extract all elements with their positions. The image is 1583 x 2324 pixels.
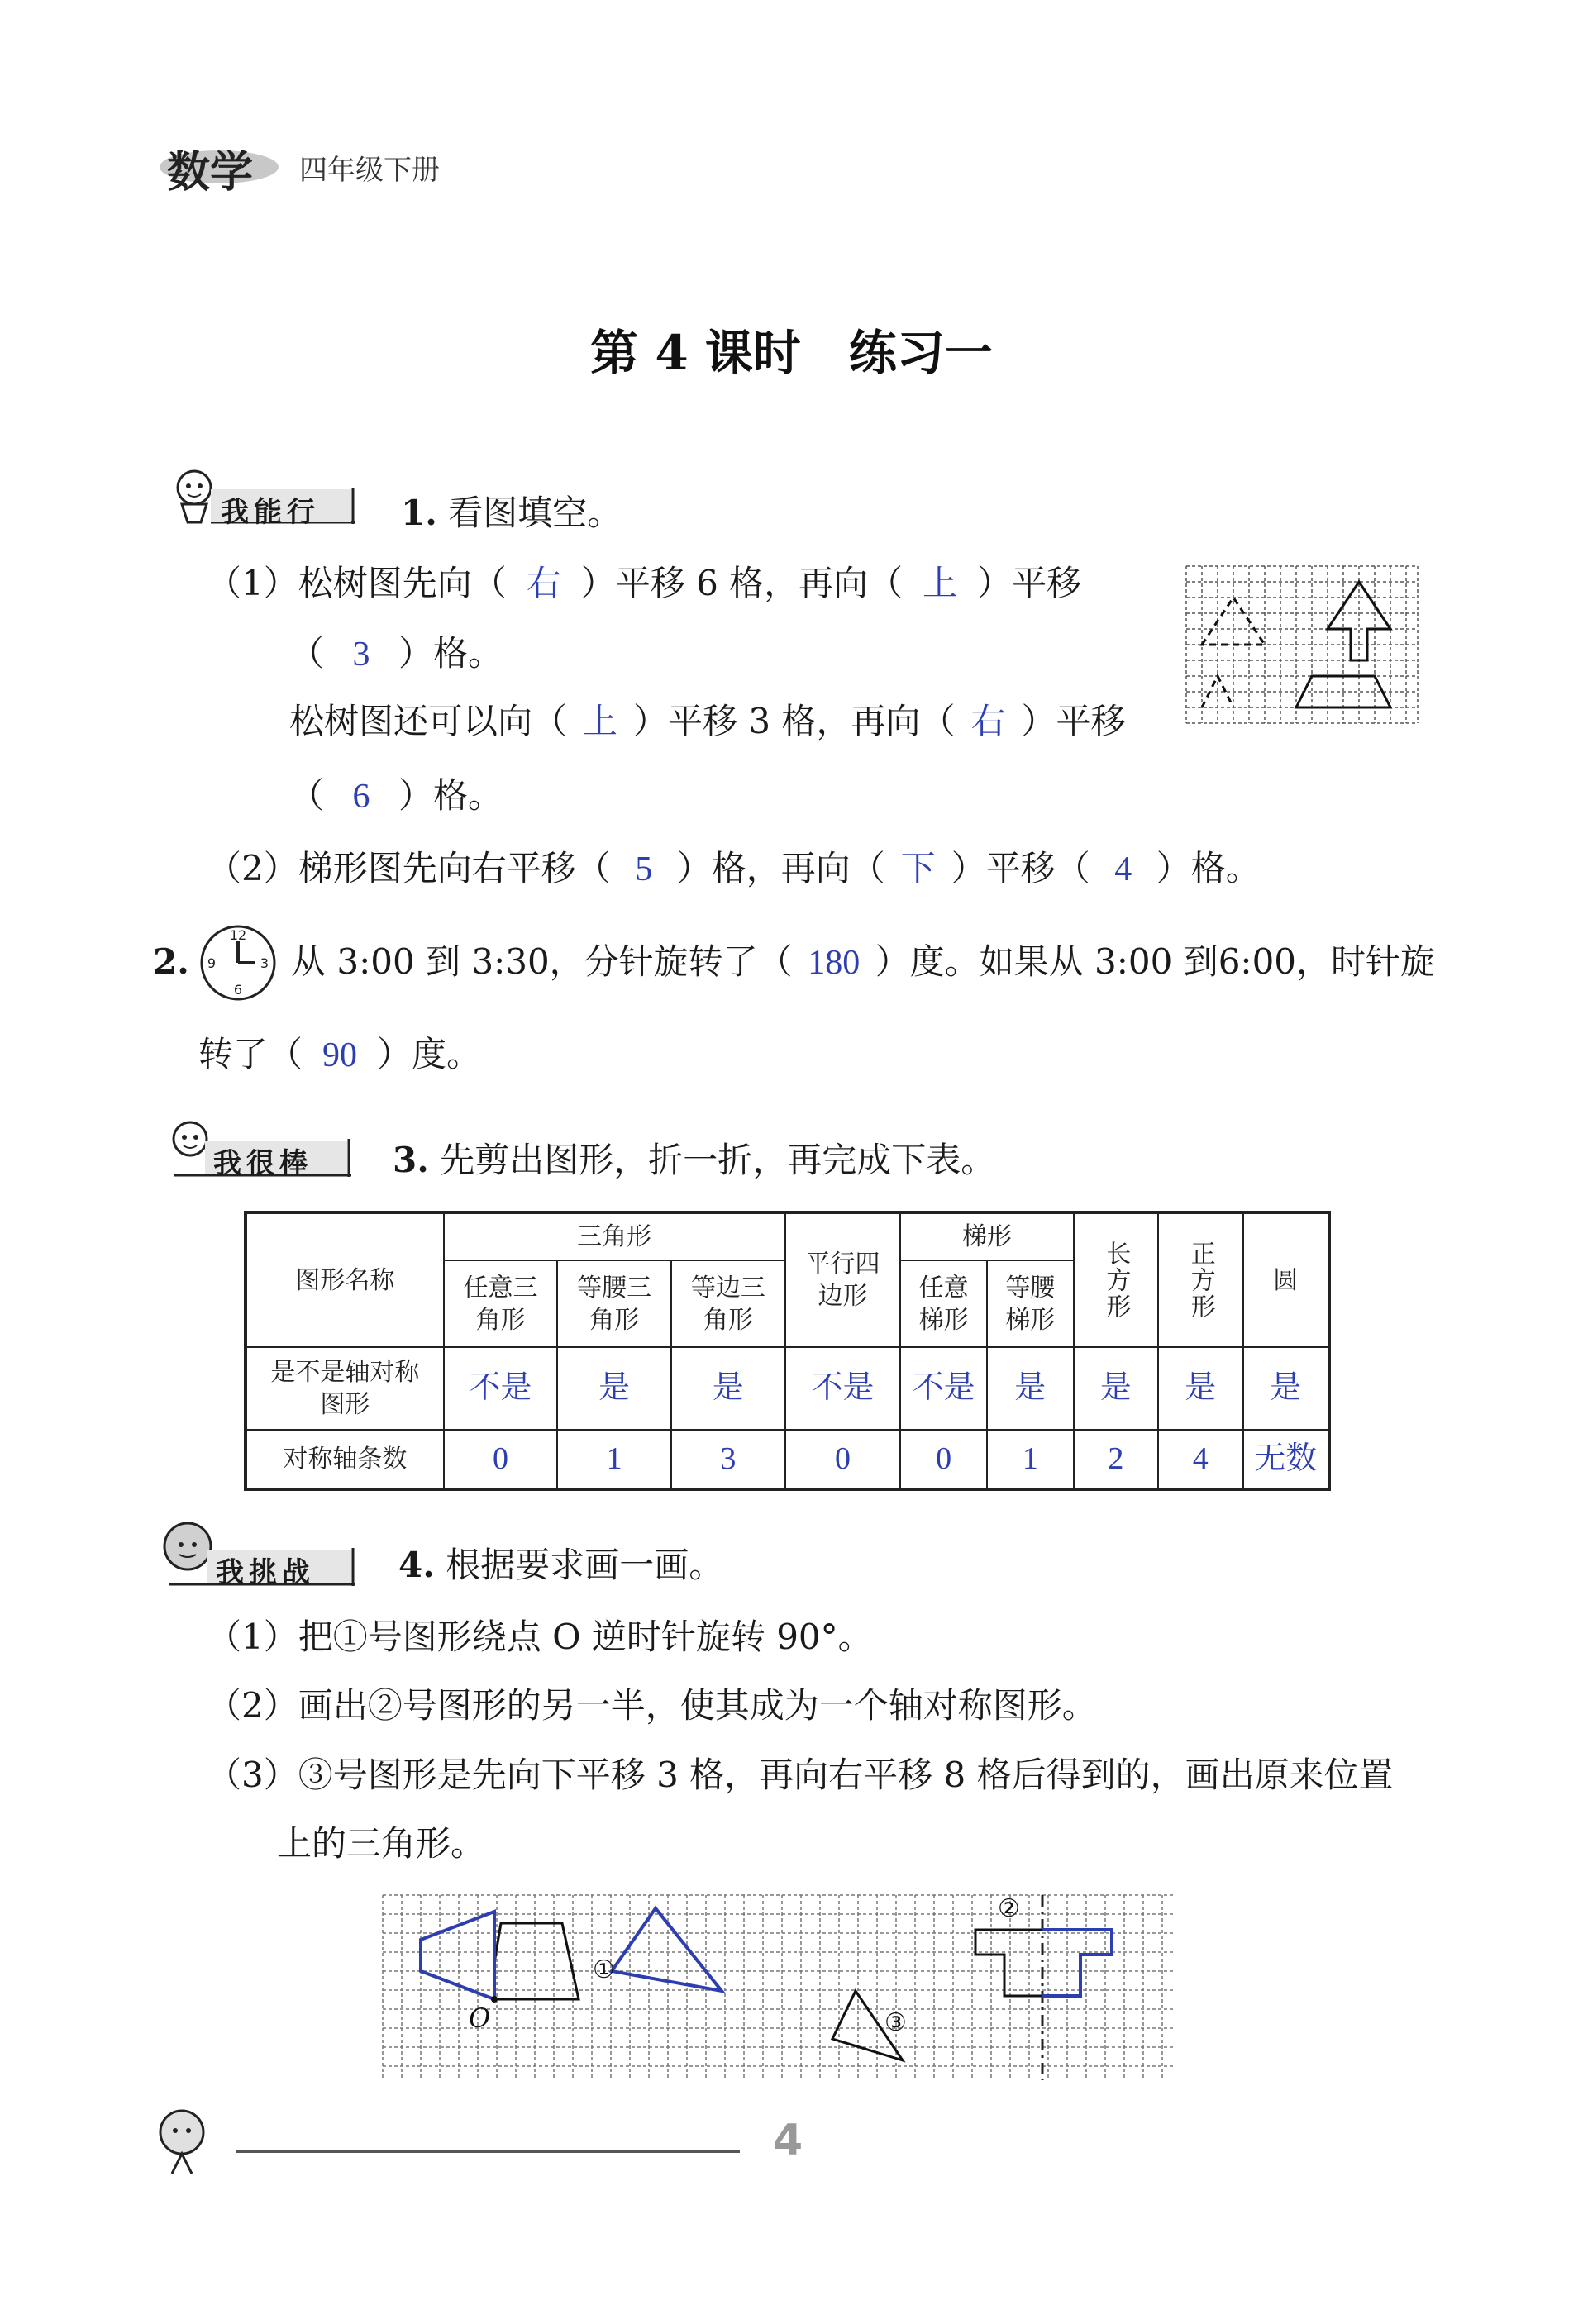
q1-answer-3: 3 — [352, 636, 370, 674]
table-cell: 是 — [557, 1347, 671, 1430]
table-header-parallelogram-label: 平行四边形 — [805, 1250, 880, 1311]
q1-p1-text-d: （ — [289, 633, 325, 674]
table-header-triangle: 三角形 — [444, 1212, 785, 1260]
shape-2-half — [975, 1930, 1042, 1996]
table-cell: 是 — [1158, 1347, 1242, 1430]
table-cell: 0 — [900, 1430, 987, 1489]
table-cell: 0 — [785, 1430, 901, 1489]
section-badge-2-label: 我很棒 — [213, 1147, 312, 1180]
q1-p1-text-j: ）格。 — [398, 775, 503, 816]
q1-p2-text-c: ）平移（ — [951, 848, 1090, 888]
q4-number: 4. — [398, 1545, 435, 1585]
table-header-rectangle — [1074, 1212, 1158, 1347]
q2-text-b: ）度。如果从 3:00 到6:00，时针旋 — [875, 941, 1436, 982]
q1-p1-line1 — [207, 563, 1082, 603]
q3-number: 3. — [393, 1140, 429, 1180]
section-badge-1-label: 我能行 — [221, 496, 320, 529]
symmetry-table — [244, 1211, 1331, 1491]
table-header-parallelogram — [785, 1212, 901, 1347]
table-cell: 是 — [1074, 1347, 1158, 1430]
table-subheader-4 — [900, 1260, 987, 1347]
section-badge-3-label: 我挑战 — [216, 1556, 315, 1589]
q1-p1-text-a: （1）松树图先向（ — [207, 563, 507, 603]
q1-p2-text-a: （2）梯形图先向右平移（ — [207, 848, 611, 888]
table-cell: 无数 — [1243, 1430, 1329, 1489]
table-cell: 是 — [1243, 1347, 1329, 1430]
table-row-label-axes: 对称轴条数 — [246, 1430, 444, 1489]
q1-p1-line4 — [289, 775, 503, 816]
q2-text-d: ）度。 — [377, 1034, 482, 1074]
clock-label-9: 9 — [207, 955, 217, 971]
q1-p2-text-d: ）格。 — [1156, 848, 1261, 888]
q1-p1-line3 — [289, 701, 1126, 741]
clock-icon — [197, 922, 279, 1004]
table-cell: 不是 — [900, 1347, 987, 1430]
subject-title: 数学 — [167, 148, 254, 198]
q1-heading — [401, 493, 622, 533]
shape-1-trapezoid — [494, 1923, 579, 1999]
q2-line1 — [153, 941, 189, 982]
fig-label-2: ② — [998, 1894, 1020, 1923]
table-subheader-1 — [444, 1260, 558, 1347]
q1-answer-9: 4 — [1114, 850, 1132, 888]
table-cell: 是 — [987, 1347, 1074, 1430]
table-header-circle: 圆 — [1243, 1212, 1329, 1347]
point-o — [491, 1996, 498, 2003]
q2-line2 — [198, 1034, 482, 1074]
table-subheader-1-label: 任意三角形 — [463, 1273, 538, 1335]
triangle-answer — [612, 1908, 722, 1991]
q1-answer-8: 下 — [900, 850, 936, 888]
table-subheader-3-label: 等边三角形 — [690, 1273, 765, 1335]
table-row-label-symmetric — [246, 1347, 444, 1430]
q4-p3a: （3）③号图形是先向下平移 3 格，再向右平移 8 格后得到的，画出原来位置 — [207, 1755, 1394, 1795]
table-header-square — [1158, 1212, 1242, 1347]
q2-text-a: 从 3:00 到 3:30，分针旋转了（ — [291, 941, 793, 982]
q1-text: 看图填空。 — [448, 493, 622, 533]
table-cell: 1 — [987, 1430, 1074, 1489]
q4-heading — [398, 1545, 724, 1585]
q1-p2-text-b: ）格，再向（ — [676, 848, 885, 888]
q1-answer-6: 6 — [352, 778, 370, 816]
table-cell: 2 — [1074, 1430, 1158, 1489]
table-cell: 不是 — [444, 1347, 558, 1430]
q4-p2: （2）画出②号图形的另一半，使其成为一个轴对称图形。 — [207, 1685, 1097, 1726]
clock-label-12: 12 — [229, 927, 247, 943]
page-number: 4 — [773, 2116, 803, 2165]
table-header-name: 图形名称 — [246, 1212, 444, 1347]
table-cell: 4 — [1158, 1430, 1242, 1489]
table-header-rectangle-label: 长方形 — [1101, 1241, 1131, 1320]
q1-p1-text-f: 松树图还可以向（ — [289, 701, 568, 741]
table-cell: 1 — [557, 1430, 671, 1489]
shape-1-rotated — [421, 1912, 494, 1999]
fig-label-1: ① — [593, 1955, 615, 1984]
lesson-title: 第 4 课时 练习一 — [590, 325, 993, 381]
q3-heading — [393, 1140, 996, 1180]
table-header-square-label: 正方形 — [1185, 1241, 1215, 1320]
q1-answer-2: 上 — [923, 565, 958, 603]
table-row-label-symmetric-text: 是不是轴对称图形 — [270, 1358, 420, 1419]
table-cell: 不是 — [785, 1347, 901, 1430]
q1-p1-text-h: ）平移 — [1021, 701, 1126, 741]
q1-grid-figure — [1182, 562, 1422, 727]
table-cell: 是 — [671, 1347, 785, 1430]
table-row — [246, 1347, 1329, 1430]
grade-label: 四年级下册 — [299, 154, 440, 187]
q1-answer-7: 5 — [635, 850, 653, 888]
clock-label-3: 3 — [260, 955, 269, 971]
q1-answer-1: 右 — [526, 565, 561, 603]
table-subheader-5-label: 等腰梯形 — [1005, 1273, 1056, 1335]
shape-2-mirror — [1042, 1930, 1112, 1996]
q1-answer-5: 右 — [970, 703, 1006, 741]
q4-grid-figure — [376, 1888, 1182, 2087]
table-row — [246, 1430, 1329, 1489]
q1-p1-text-i: （ — [289, 775, 325, 816]
table-subheader-4-label: 任意梯形 — [918, 1273, 969, 1335]
fig-label-3: ③ — [884, 2008, 907, 2037]
footer-mascot-icon — [141, 2099, 231, 2190]
table-subheader-3 — [671, 1260, 785, 1347]
footer-rule — [236, 2150, 740, 2153]
q4-p3b: 上的三角形。 — [277, 1823, 486, 1864]
q1-p2-line — [207, 848, 1261, 888]
q1-number: 1. — [401, 493, 437, 533]
q4-text: 根据要求画一画。 — [446, 1545, 724, 1585]
q2-answer-1: 180 — [808, 944, 861, 982]
q1-p1-text-c: ）平移 — [977, 563, 1082, 603]
q2-text-line1 — [291, 941, 1436, 982]
table-header-trapezoid: 梯形 — [900, 1212, 1073, 1260]
table-cell: 3 — [671, 1430, 785, 1489]
section-badge-2 — [157, 1116, 355, 1182]
q1-answer-4: 上 — [583, 703, 618, 741]
table-subheader-2-label: 等腰三角形 — [577, 1273, 652, 1335]
q2-number: 2. — [153, 941, 189, 982]
q2-answer-2: 90 — [322, 1036, 358, 1074]
table-subheader-2 — [557, 1260, 671, 1347]
q1-p1-text-b: ）平移 6 格，再向（ — [580, 563, 904, 603]
section-badge-1 — [161, 463, 360, 529]
q2-text-c: 转了（ — [198, 1034, 303, 1074]
fig-label-o: O — [469, 2003, 491, 2034]
q4-p1: （1）把①号图形绕点 O 逆时针旋转 90°。 — [207, 1617, 873, 1657]
clock-label-6: 6 — [233, 982, 243, 998]
q1-p1-line2 — [289, 633, 503, 674]
q1-p1-text-g: ）平移 3 格，再向（ — [633, 701, 956, 741]
q1-p1-text-e: ）格。 — [398, 633, 503, 674]
q3-text: 先剪出图形，折一折，再完成下表。 — [440, 1140, 996, 1180]
table-cell: 0 — [444, 1430, 558, 1489]
section-badge-3 — [153, 1517, 360, 1591]
table-subheader-5 — [987, 1260, 1074, 1347]
subject-logo — [157, 132, 281, 198]
